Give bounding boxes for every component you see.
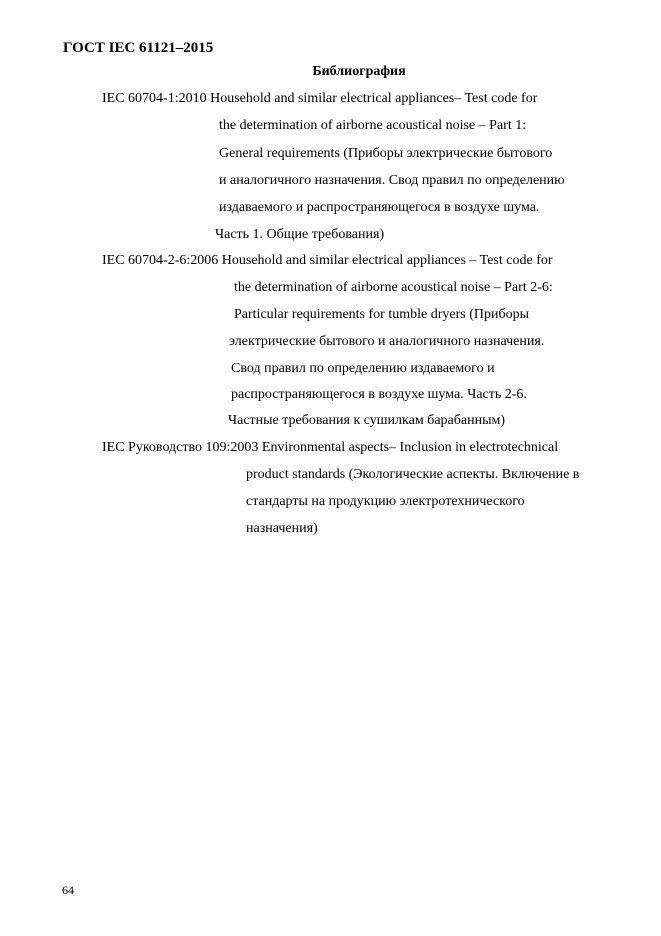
entry-line: электрические бытового и аналогичного назначения. [229, 334, 545, 349]
entry-line: назначения) [246, 521, 318, 536]
entry-line: и аналогичного назначения. Свод правил по определению [219, 173, 565, 188]
document-code-header: ГОСТ IEC 61121–2015 [63, 40, 214, 56]
entry-line: IEC Руководство 109:2003 Environmental aspects– Inclusion in electrotechnical [102, 440, 559, 455]
entry-line: IEC 60704-1:2010 Household and similar electrical appliances– Test code for [102, 91, 538, 106]
entry-line: the determination of airborne acoustical noise – Part 2-6: [234, 280, 553, 295]
entry-line: распространяющегося в воздухе шума. Часть 2-6. [231, 387, 527, 402]
page-number: 64 [62, 883, 74, 897]
entry-line: Particular requirements for tumble dryers (Приборы [234, 307, 529, 322]
entry-line: IEC 60704-2-6:2006 Household and similar electrical appliances – Test code for [102, 253, 553, 268]
entry-line: издаваемого и распространяющегося в воздухе шума. [219, 200, 540, 215]
entry-line: Часть 1. Общие требования) [215, 227, 385, 242]
bibliography-title: Библиография [312, 64, 406, 79]
entry-line: product standards (Экологические аспекты. Включение в [246, 467, 580, 482]
entry-line: General requirements (Приборы электрические бытового [219, 146, 553, 161]
entry-line: Частные требования к сушилкам барабанным) [228, 413, 505, 428]
entry-line: the determination of airborne acoustical noise – Part 1: [219, 118, 527, 133]
entry-line: стандарты на продукцию электротехнического [246, 494, 525, 509]
entry-line: Свод правил по определению издаваемого и [231, 361, 495, 376]
